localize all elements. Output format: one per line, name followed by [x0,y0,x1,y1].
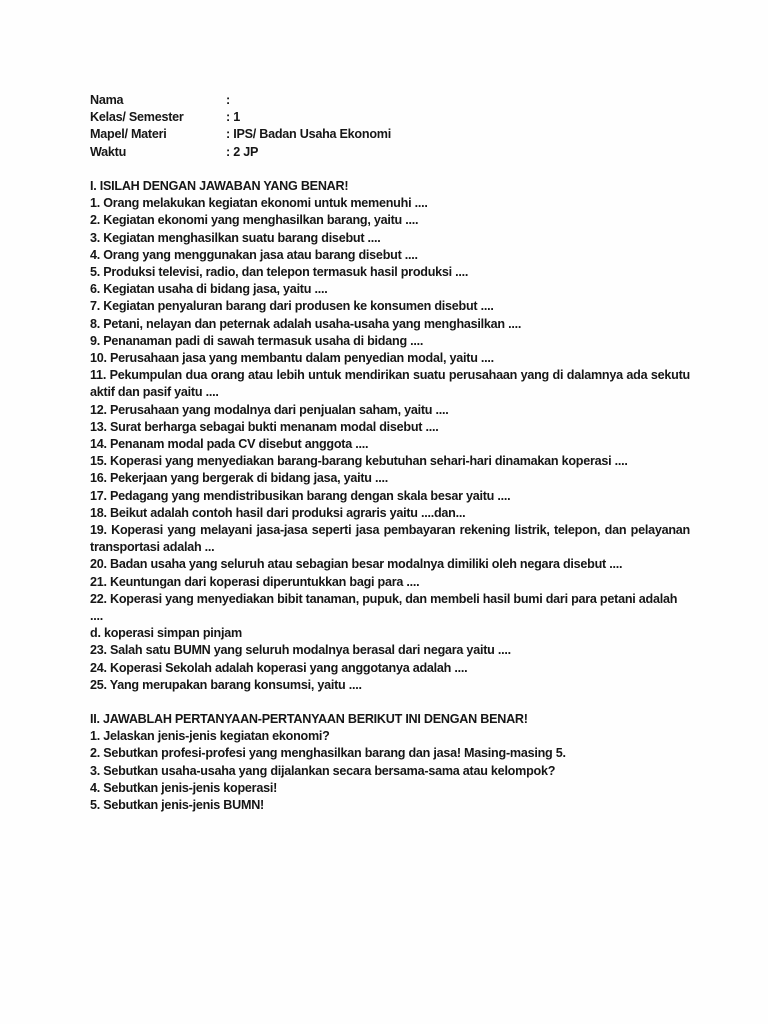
field-label: Nama [90,93,124,107]
question-item: 14. Penanam modal pada CV disebut anggota .... [90,436,369,451]
field-nama [90,92,690,109]
essay-question: 3. Sebutkan usaha-usaha yang dijalankan secara bersama-sama atau kelompok? [90,763,556,778]
worksheet-page [90,92,690,814]
essay-question: 4. Sebutkan jenis-jenis koperasi! [90,780,278,795]
question-item: 5. Produksi televisi, radio, dan telepon termasuk hasil produksi .... [90,264,469,279]
question-item: 11. Pekumpulan dua orang atau lebih untuk mendirikan suatu perusahaan yang di dalamnya ada sekutu aktif dan pasif yaitu .... [90,368,690,400]
question-item: 7. Kegiatan penyaluran barang dari produsen ke konsumen disebut .... [90,299,494,314]
section-1 [90,178,690,694]
question-item: 13. Surat berharga sebagai bukti menanam modal disebut .... [90,419,439,434]
question-item: 16. Pekerjaan yang bergerak di bidang jasa, yaitu .... [90,471,388,486]
header-info [90,92,690,161]
question-item: 25. Yang merupakan barang konsumsi, yaitu .... [90,677,362,692]
question-item: 18. Beikut adalah contoh hasil dari produksi agraris yaitu ....dan... [90,505,466,520]
field-value: : IPS/ Badan Usaha Ekonomi [226,127,391,142]
question-item: 6. Kegiatan usaha di bidang jasa, yaitu .... [90,282,328,297]
question-item: 22. Koperasi yang menyediakan bibit tanaman, pupuk, dan membeli hasil bumi dari para petani adalah .... [90,591,678,624]
question-item: 24. Koperasi Sekolah adalah koperasi yang anggotanya adalah .... [90,660,468,675]
section-2-title: II. JAWABLAH PERTANYAAN-PERTANYAAN BERIKUT INI DENGAN BENAR! [90,712,528,727]
question-item: 23. Salah satu BUMN yang seluruh modalnya berasal dari negara yaitu .... [90,643,511,658]
field-waktu [90,144,690,161]
question-item: 8. Petani, nelayan dan peternak adalah usaha-usaha yang menghasilkan .... [90,316,522,331]
question-item: 3. Kegiatan menghasilkan suatu barang disebut .... [90,230,381,245]
question-item: 1. Orang melakukan kegiatan ekonomi untuk memenuhi .... [90,196,428,211]
field-mapel-materi [90,126,690,143]
field-value: : 2 JP [226,144,259,159]
question-item: 2. Kegiatan ekonomi yang menghasilkan barang, yaitu .... [90,213,419,228]
field-value: : 1 [226,110,240,125]
essay-question: 1. Jelaskan jenis-jenis kegiatan ekonomi? [90,729,330,744]
question-item: 4. Orang yang menggunakan jasa atau barang disebut .... [90,247,418,262]
question-item: 15. Koperasi yang menyediakan barang-barang kebutuhan sehari-hari dinamakan koperasi .... [90,454,628,469]
section-1-title: I. ISILAH DENGAN JAWABAN YANG BENAR! [90,178,349,193]
field-label: Kelas/ Semester [90,110,184,125]
question-item: 21. Keuntungan dari koperasi diperuntukkan bagi para .... [90,574,420,589]
field-kelas-semester [90,109,690,126]
field-label: Mapel/ Materi [90,127,167,142]
essay-question: 5. Sebutkan jenis-jenis BUMN! [90,798,264,813]
question-item: 17. Pedagang yang mendistribusikan barang dengan skala besar yaitu .... [90,488,511,503]
question-item: 9. Penanaman padi di sawah termasuk usaha di bidang .... [90,333,424,348]
section-2 [90,711,690,814]
field-value: : [226,93,230,107]
question-item: 19. Koperasi yang melayani jasa-jasa seperti jasa pembayaran rekening listrik, telepon, dan pelayanan transportasi adalah ... [90,523,690,555]
field-label: Waktu [90,144,127,159]
question-item: 10. Perusahaan jasa yang membantu dalam penyedian modal, yaitu .... [90,350,494,365]
question-item: 20. Badan usaha yang seluruh atau sebagian besar modalnya dimiliki oleh negara disebut .... [90,557,623,572]
question-item: 12. Perusahaan yang modalnya dari penjualan saham, yaitu .... [90,402,449,417]
answer-option: d. koperasi simpan pinjam [90,626,242,641]
essay-question: 2. Sebutkan profesi-profesi yang menghasilkan barang dan jasa! Masing-masing 5. [90,746,566,761]
